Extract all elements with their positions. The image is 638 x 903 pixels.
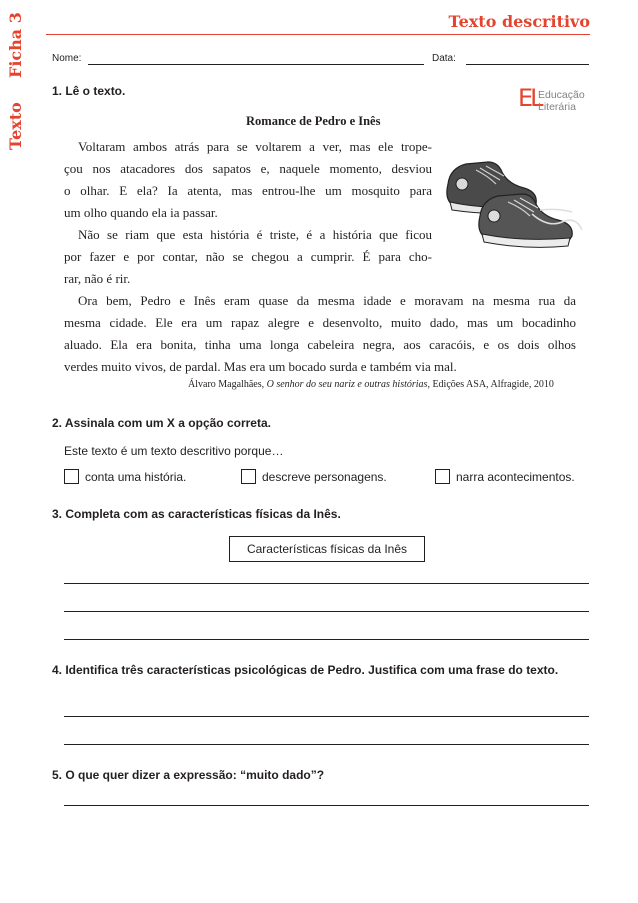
story-line: Voltaram ambos atrás para se voltarem a ver, mas ele trope- xyxy=(78,139,432,154)
q4-text: Identifica três características psicológicas de Pedro. Justifica com uma frase do texto. xyxy=(65,663,559,677)
q5-title: 5. O que quer dizer a expressão: “muito dado”? xyxy=(52,768,325,782)
q3-title: 3. Completa com as características físicas da Inês. xyxy=(52,507,341,521)
story-line: Não se riam que esta história é triste, é a história que ficou xyxy=(78,227,432,242)
q3-answer-line[interactable] xyxy=(64,611,589,612)
option-label: conta uma história. xyxy=(85,470,187,484)
name-field[interactable] xyxy=(88,64,424,65)
q2-prompt: Este texto é um texto descritivo porque… xyxy=(64,444,284,458)
q3-answer-line[interactable] xyxy=(64,639,589,640)
story-text-top xyxy=(64,136,432,290)
side-tab-texto: Texto xyxy=(6,102,25,150)
source-author: Álvaro Magalhães, xyxy=(188,379,265,390)
date-field[interactable] xyxy=(466,64,589,65)
checkbox[interactable] xyxy=(64,469,79,484)
story-line: aluado. Ela era bonita, tinha uma longa cabeleira negra, aos caracóis, e os dois olhos xyxy=(64,337,576,352)
story-title: Romance de Pedro e Inês xyxy=(246,114,381,128)
story-source xyxy=(188,379,554,390)
option-label: descreve personagens. xyxy=(262,470,387,484)
option-label: narra acontecimentos. xyxy=(456,470,575,484)
worksheet-title: Texto descritivo xyxy=(448,12,590,31)
logo-line1: Educação xyxy=(538,89,585,101)
q4-title xyxy=(52,660,589,680)
q4-answer-line[interactable] xyxy=(64,716,589,717)
q4-number: 4. xyxy=(52,663,63,677)
q2-option-1[interactable] xyxy=(64,469,186,484)
checkbox[interactable] xyxy=(435,469,450,484)
story-line: por fazer e por contar, não se chegou a cumprir. É para cho- xyxy=(64,249,432,264)
logo-line2: Literária xyxy=(538,101,576,113)
q3-answer-line[interactable] xyxy=(64,583,589,584)
sneakers-illustration xyxy=(436,150,586,252)
name-label: Nome: xyxy=(52,53,82,64)
q2-title: 2. Assinala com um X a opção correta. xyxy=(52,416,271,430)
story-line: Ora bem, Pedro e Inês eram quase da mesma idade e moravam na mesma rua da xyxy=(78,293,576,308)
side-tab-ficha: Ficha 3 xyxy=(6,12,25,78)
story-line: rar, não é rir. xyxy=(64,271,131,286)
educacao-literaria-logo xyxy=(518,84,590,124)
q4-answer-line[interactable] xyxy=(64,744,589,745)
q1-title: 1. Lê o texto. xyxy=(52,84,126,98)
source-book: O senhor do seu nariz e outras histórias xyxy=(266,379,428,390)
logo-letters: EL xyxy=(518,84,541,112)
story-line: mesma cidade. Ele era um rapaz alegre e desenvolto, muito dado, mas um bocadinho xyxy=(64,315,576,330)
q2-option-2[interactable] xyxy=(241,469,387,484)
q5-answer-line[interactable] xyxy=(64,805,589,806)
story-line: çou nos atacadores dos sapatos e, naquele momento, desviou xyxy=(64,161,432,176)
date-label: Data: xyxy=(432,53,456,64)
q2-option-3[interactable] xyxy=(435,469,575,484)
story-line: o olhar. E ela? Ia atenta, mas entrou-lhe um mosquito para xyxy=(64,183,432,198)
checkbox[interactable] xyxy=(241,469,256,484)
story-line: um olho quando ela ia passar. xyxy=(64,205,218,220)
q3-box-label: Características físicas da Inês xyxy=(229,536,425,562)
story-text-bottom xyxy=(64,290,576,378)
side-tab xyxy=(0,0,30,160)
story-line: verdes muito vivos, de pardal. Mas era um bocado surda e também via mal. xyxy=(64,359,457,374)
source-rest: , Edições ASA, Alfragide, 2010 xyxy=(427,379,554,390)
header-rule xyxy=(46,34,590,35)
